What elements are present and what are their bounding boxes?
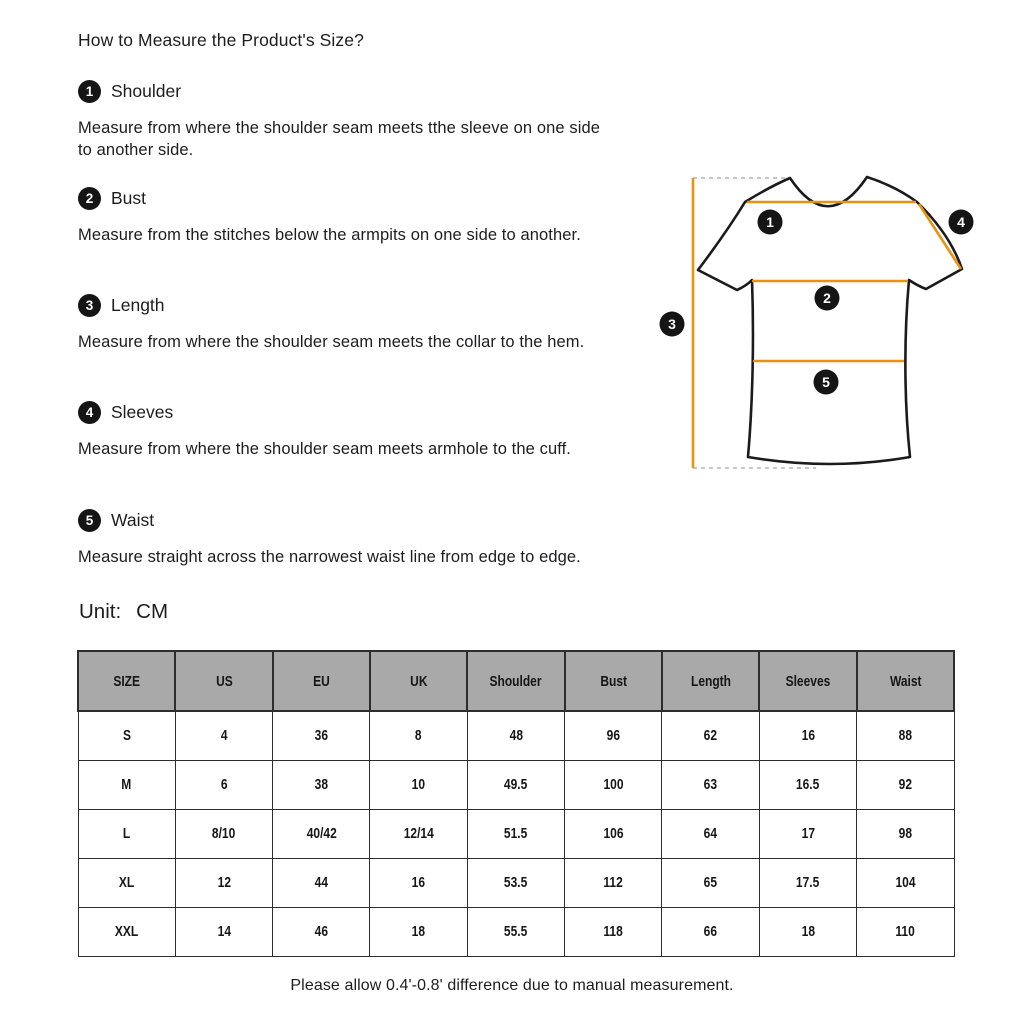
size-cell: 44 [273,858,370,907]
size-cell: 10 [370,760,467,809]
badge-5: 5 [78,509,101,532]
size-cell: 65 [662,858,759,907]
size-cell: 51.5 [467,809,564,858]
size-row-xl [78,858,954,907]
badge-2: 2 [78,187,101,210]
section-desc-sleeves: Measure from where the shoulder seam meets armhole to the cuff. [78,440,571,458]
size-cell: 14 [175,907,272,956]
size-table-col-waist: Waist [857,651,954,711]
size-cell: 63 [662,760,759,809]
size-cell: XL [78,858,175,907]
badge-1: 1 [78,80,101,103]
size-table-col-uk: UK [370,651,467,711]
svg-text:4: 4 [957,214,965,230]
size-cell: 6 [175,760,272,809]
svg-text:2: 2 [823,290,831,306]
size-table-col-bust: Bust [565,651,662,711]
size-cell: S [78,711,175,760]
size-row-xxl [78,907,954,956]
size-cell: M [78,760,175,809]
size-table-header [78,651,954,711]
section-desc-bust: Measure from the stitches below the armpits on one side to another. [78,226,581,244]
size-cell: 104 [857,858,954,907]
size-cell: XXL [78,907,175,956]
section-desc-waist: Measure straight across the narrowest waist line from edge to edge. [78,548,581,566]
size-cell: 49.5 [467,760,564,809]
size-cell: 106 [565,809,662,858]
section-label-sleeves: Sleeves [111,401,174,422]
size-cell: L [78,809,175,858]
size-cell: 16 [759,711,856,760]
size-cell: 38 [273,760,370,809]
section-desc-shoulder: Measure from where the shoulder seam meets tthe sleeve on one side to another side. [78,119,601,159]
size-table [77,650,955,957]
size-row-l [78,809,954,858]
page-title: How to Measure the Product's Size? [78,30,364,50]
size-cell: 4 [175,711,272,760]
size-cell: 64 [662,809,759,858]
size-cell: 96 [565,711,662,760]
size-cell: 92 [857,760,954,809]
size-cell: 18 [370,907,467,956]
size-table-col-sleeves: Sleeves [759,651,856,711]
section-sleeves [78,400,173,424]
size-cell: 98 [857,809,954,858]
size-table-col-size: SIZE [78,651,175,711]
size-cell: 17.5 [759,858,856,907]
size-cell: 48 [467,711,564,760]
unit-line [79,600,168,624]
size-cell: 16 [370,858,467,907]
section-label-waist: Waist [111,509,155,530]
size-row-m [78,760,954,809]
section-label-length: Length [111,294,165,315]
section-label-bust: Bust [111,187,147,208]
size-cell: 40/42 [273,809,370,858]
footer-note: Please allow 0.4'-0.8' difference due to manual measurement. [290,977,734,994]
diagram-marker-1 [758,210,783,235]
size-cell: 16.5 [759,760,856,809]
size-cell: 18 [759,907,856,956]
size-row-s [78,711,954,760]
size-cell: 12/14 [370,809,467,858]
badge-4: 4 [78,401,101,424]
size-cell: 66 [662,907,759,956]
size-cell: 55.5 [467,907,564,956]
diagram-marker-4 [949,210,974,235]
size-cell: 8/10 [175,809,272,858]
size-table-col-length: Length [662,651,759,711]
section-bust [78,186,146,210]
size-cell: 8 [370,711,467,760]
badge-3: 3 [78,294,101,317]
section-shoulder [78,79,181,103]
size-cell: 112 [565,858,662,907]
size-cell: 118 [565,907,662,956]
size-cell: 62 [662,711,759,760]
size-cell: 110 [857,907,954,956]
svg-text:1: 1 [766,214,774,230]
size-cell: 46 [273,907,370,956]
size-table-col-shoulder: Shoulder [467,651,564,711]
section-label-shoulder: Shoulder [111,80,182,101]
svg-text:5: 5 [822,374,830,390]
diagram-marker-3 [660,312,685,337]
section-waist [78,508,154,532]
section-length [78,293,165,317]
size-cell: 53.5 [467,858,564,907]
size-cell: 12 [175,858,272,907]
size-table-col-eu: EU [273,651,370,711]
diagram-marker-5 [814,370,839,395]
svg-text:3: 3 [668,316,676,332]
diagram-marker-2 [815,286,840,311]
size-cell: 100 [565,760,662,809]
size-cell: 17 [759,809,856,858]
size-table-col-us: US [175,651,272,711]
size-cell: 36 [273,711,370,760]
unit-value: CM [136,600,169,623]
tshirt-outline [698,177,962,464]
unit-label: Unit: [79,600,122,623]
size-cell: 88 [857,711,954,760]
tshirt-measurement-diagram [640,155,1024,495]
section-desc-length: Measure from where the shoulder seam meets the collar to the hem. [78,333,585,351]
